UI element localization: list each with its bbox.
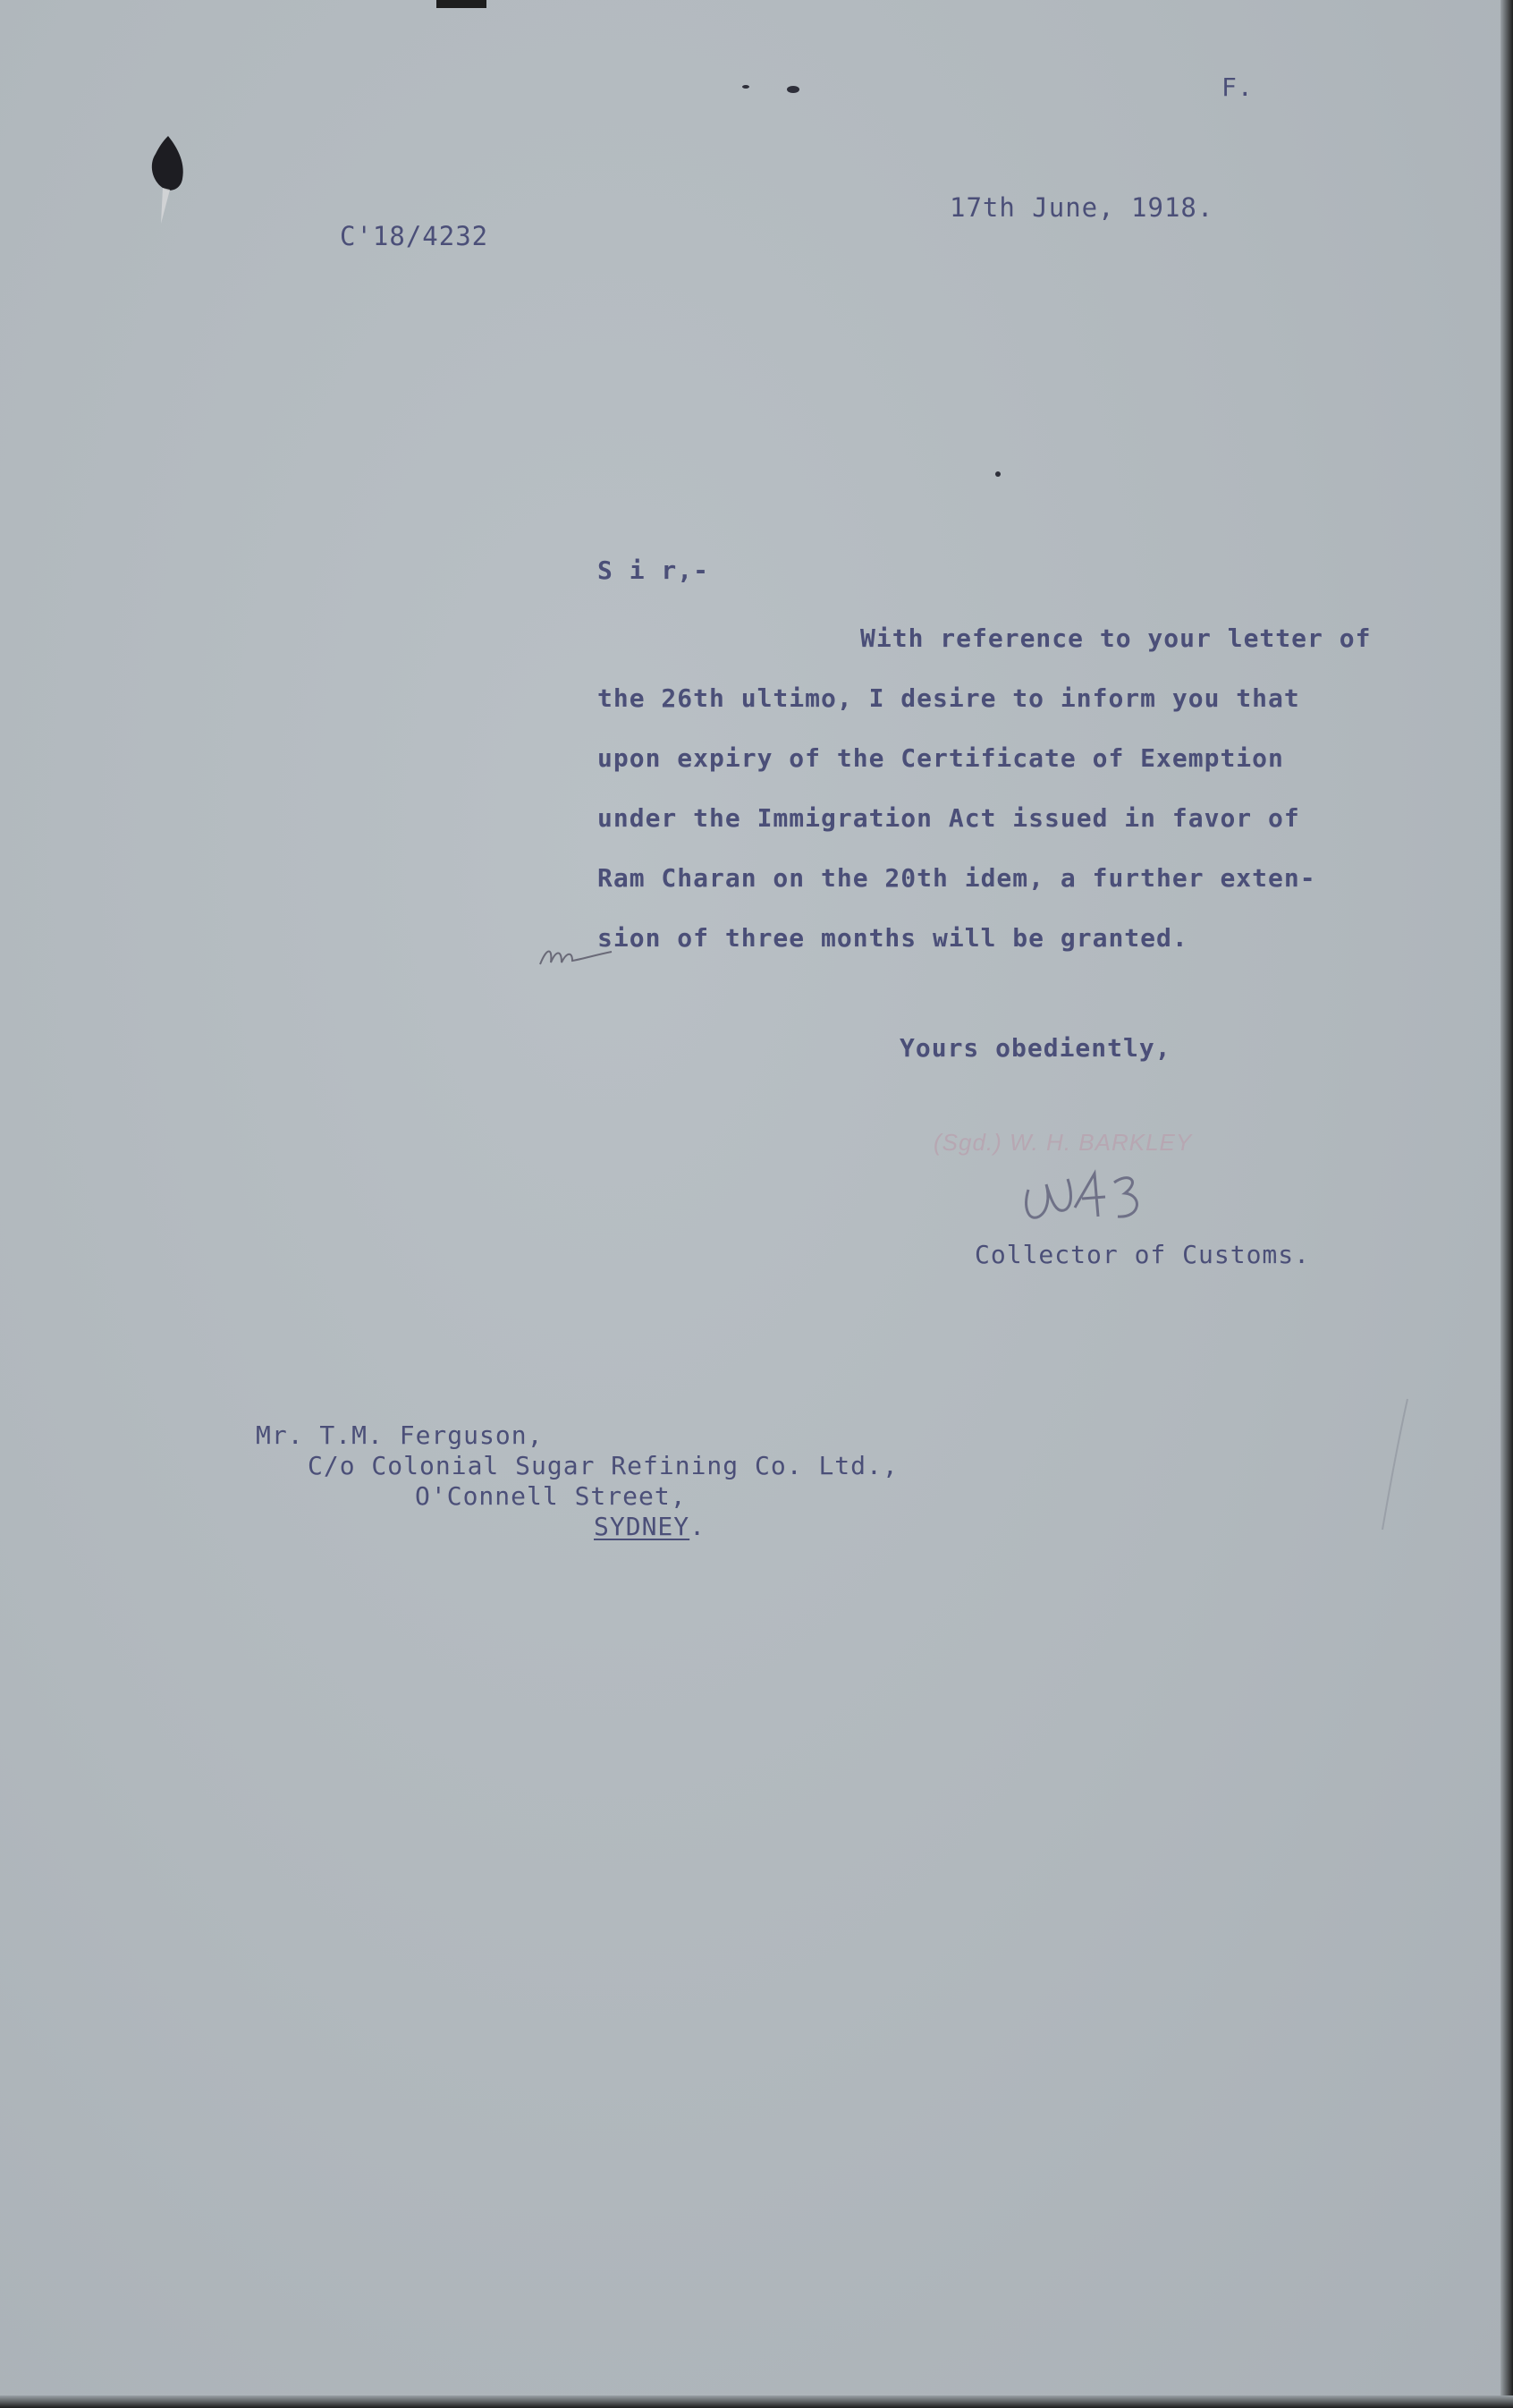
handwritten-signature — [1019, 1163, 1154, 1234]
salutation: S i r,- — [597, 555, 710, 585]
closing: Yours obediently, — [900, 1033, 1171, 1063]
recipient-name: Mr. T.M. Ferguson, — [256, 1420, 544, 1450]
letter-body — [597, 608, 1456, 968]
speck-mark — [787, 86, 799, 93]
page-edge-bottom — [0, 2395, 1513, 2408]
signature-stamp: (Sgd.) W. H. BARKLEY — [934, 1129, 1193, 1156]
page-edge-tab — [436, 0, 486, 8]
body-line: upon expiry of the Certificate of Exemption — [597, 743, 1284, 773]
body-line: the 26th ultimo, I desire to inform you that — [597, 683, 1300, 713]
page-edge-right — [1500, 0, 1513, 2408]
recipient-city: SYDNEY — [594, 1512, 690, 1541]
signatory-title: Collector of Customs. — [975, 1240, 1311, 1269]
pencil-stroke-mark — [1377, 1395, 1413, 1539]
page-mark: F. — [1221, 72, 1254, 102]
body-line: Ram Charan on the 20th idem, a further exten- — [597, 863, 1316, 893]
ink-blot-mark — [143, 134, 197, 233]
body-line: sion of three months will be granted. — [597, 923, 1188, 953]
speck-mark — [995, 471, 1001, 477]
handwritten-initial-mark — [537, 937, 617, 973]
speck-mark — [742, 85, 749, 89]
body-line: With reference to your letter of — [860, 623, 1372, 653]
recipient-address — [256, 1420, 899, 1542]
reference-number: C'18/4232 — [340, 221, 489, 251]
recipient-company: C/o Colonial Sugar Refining Co. Ltd., — [308, 1451, 899, 1480]
recipient-street: O'Connell Street, — [415, 1481, 687, 1511]
recipient-city-suffix: . — [689, 1512, 706, 1541]
recipient-city-line — [256, 1512, 899, 1542]
body-line: under the Immigration Act issued in favor of — [597, 803, 1300, 833]
letter-date: 17th June, 1918. — [950, 192, 1214, 223]
